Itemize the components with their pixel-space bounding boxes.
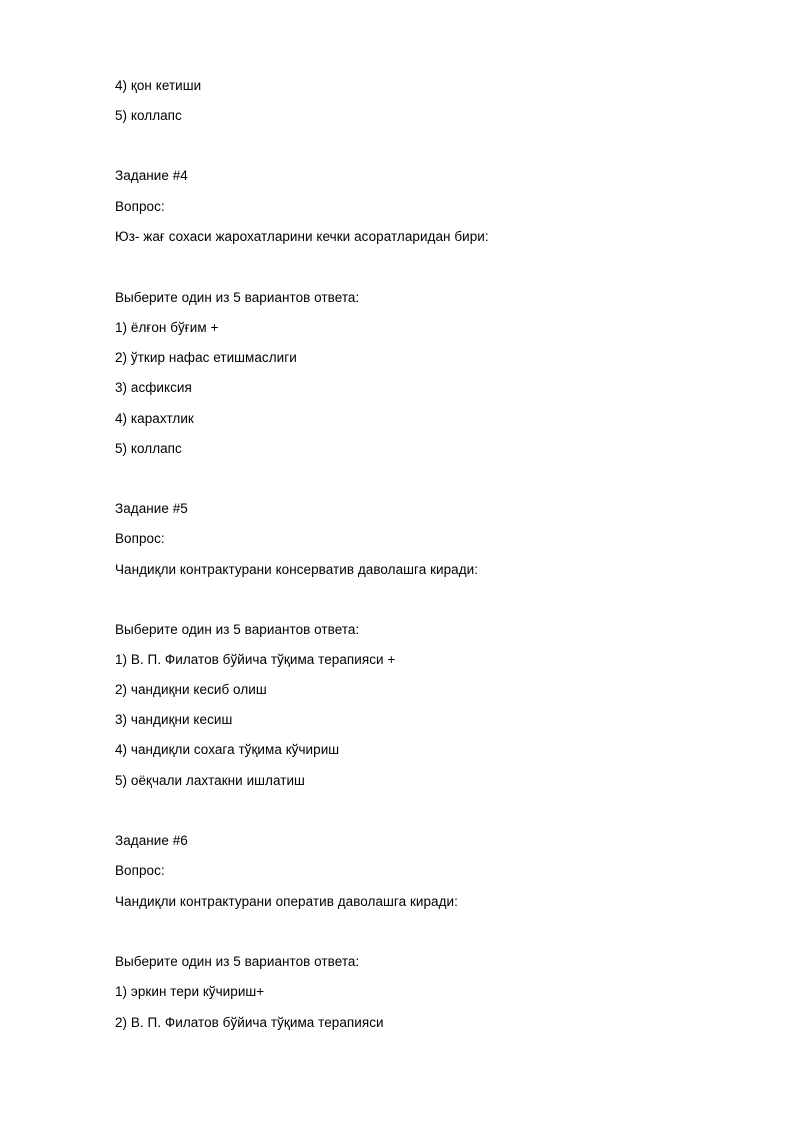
task5-option-3: 3) чандиқни кесиш: [115, 712, 233, 727]
task4-option-3: 3) асфиксия: [115, 380, 192, 395]
task5-option-1: 1) В. П. Филатов бўйича тўқима терапияси +: [115, 652, 396, 667]
task6-question-text: Чандиқли контрактурани оператив даволашга киради:: [115, 894, 458, 909]
task4-question-text: Юз- жағ сохаси жарохатларини кечки асоратларидан бири:: [115, 229, 489, 244]
task6-option-2: 2) В. П. Филатов бўйича тўқима терапияси: [115, 1015, 384, 1030]
task5-option-4: 4) чандиқли сохага тўқима кўчириш: [115, 742, 340, 757]
task6-question-label: Вопрос:: [115, 863, 165, 878]
task4-option-1: 1) ёлғон бўғим +: [115, 320, 219, 335]
task5-question-text: Чандиқли контрактурани консерватив даволашга киради:: [115, 562, 479, 577]
task4-question-label: Вопрос:: [115, 199, 165, 214]
task4-header: Задание #4: [115, 168, 188, 183]
task4-option-4: 4) карахтлик: [115, 411, 194, 426]
task5-header: Задание #5: [115, 501, 188, 516]
task6-option-1: 1) эркин тери кўчириш+: [115, 984, 265, 999]
task6-header: Задание #6: [115, 833, 188, 848]
task4-option-2: 2) ўткир нафас етишмаслиги: [115, 350, 297, 365]
task5-question-label: Вопрос:: [115, 531, 165, 546]
task5-instruction: Выберите один из 5 вариантов ответа:: [115, 622, 360, 637]
task6-instruction: Выберите один из 5 вариантов ответа:: [115, 954, 360, 969]
task4-instruction: Выберите один из 5 вариантов ответа:: [115, 290, 360, 305]
task4-option-5: 5) коллапс: [115, 441, 182, 456]
task3-option-5: 5) коллапс: [115, 108, 182, 123]
task5-option-5: 5) оёқчали лахтакни ишлатиш: [115, 773, 305, 788]
task3-option-4: 4) қон кетиши: [115, 78, 202, 93]
task5-option-2: 2) чандиқни кесиб олиш: [115, 682, 267, 697]
